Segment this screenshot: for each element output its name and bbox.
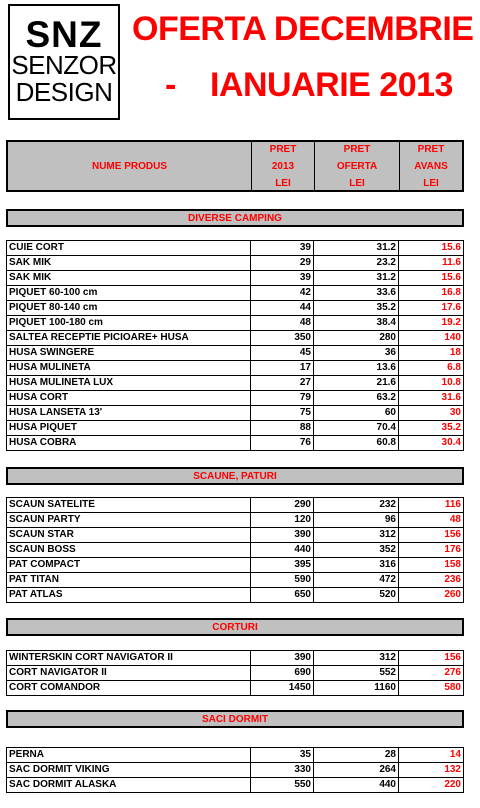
product-name-cell: HUSA MULINETA LUX xyxy=(7,376,251,391)
price-offer-cell: 31.2 xyxy=(314,271,399,286)
section-header-tents: CORTURI xyxy=(6,618,464,636)
price-offer-cell: 21.6 xyxy=(314,376,399,391)
price-2013-cell: 440 xyxy=(251,543,314,558)
section-header-chairs-beds: SCAUNE, PATURI xyxy=(6,467,464,485)
product-row xyxy=(7,406,464,421)
price-advance-cell: 236 xyxy=(399,573,464,588)
price-advance-cell: 19.2 xyxy=(399,316,464,331)
product-row xyxy=(7,543,464,558)
product-row xyxy=(7,573,464,588)
price-offer-cell: 60 xyxy=(314,406,399,421)
price-offer-cell: 13.6 xyxy=(314,361,399,376)
price-2013-cell: 395 xyxy=(251,558,314,573)
product-row xyxy=(7,301,464,316)
product-name-cell: HUSA CORT xyxy=(7,391,251,406)
price-advance-cell: 35.2 xyxy=(399,421,464,436)
price-offer-cell: 264 xyxy=(314,763,399,778)
price-offer-cell: 312 xyxy=(314,528,399,543)
price-offer-cell: 63.2 xyxy=(314,391,399,406)
product-row xyxy=(7,346,464,361)
price-offer-cell: 38.4 xyxy=(314,316,399,331)
product-row xyxy=(7,748,464,763)
price-offer-cell: 1160 xyxy=(314,681,399,696)
price-offer-cell: 60.8 xyxy=(314,436,399,451)
product-row xyxy=(7,528,464,543)
logo-line-2: SENZOR xyxy=(11,50,117,80)
price-offer-cell: 232 xyxy=(314,498,399,513)
price-offer-cell: 28 xyxy=(314,748,399,763)
product-name-cell: SCAUN PARTY xyxy=(7,513,251,528)
product-row xyxy=(7,588,464,603)
product-row xyxy=(7,681,464,696)
price-2013-cell: 75 xyxy=(251,406,314,421)
price-advance-cell: 14 xyxy=(399,748,464,763)
price-2013-cell: 42 xyxy=(251,286,314,301)
price-advance-cell: 30 xyxy=(399,406,464,421)
section-header-sleeping-bags: SACI DORMIT xyxy=(6,710,464,728)
offer-title-line-2: IANUARIE 2013 xyxy=(210,66,453,104)
price-offer-cell: 31.2 xyxy=(314,241,399,256)
product-name-cell: SAC DORMIT ALASKA xyxy=(7,778,251,793)
product-name-cell: HUSA PIQUET xyxy=(7,421,251,436)
price-advance-cell: 10.8 xyxy=(399,376,464,391)
product-name-cell: CORT NAVIGATOR II xyxy=(7,666,251,681)
price-2013-cell: 76 xyxy=(251,436,314,451)
price-2013-cell: 650 xyxy=(251,588,314,603)
price-2013-cell: 1450 xyxy=(251,681,314,696)
section-header-camping: DIVERSE CAMPING xyxy=(6,209,464,227)
senzor-design-logo xyxy=(8,4,120,120)
price-offer-cell: 316 xyxy=(314,558,399,573)
price-2013-cell: 390 xyxy=(251,651,314,666)
product-name-cell: SCAUN BOSS xyxy=(7,543,251,558)
price-2013-cell: 35 xyxy=(251,748,314,763)
column-header-price-advance: PRET AVANS LEI xyxy=(414,143,448,189)
price-2013-cell: 390 xyxy=(251,528,314,543)
product-name-cell: PAT TITAN xyxy=(7,573,251,588)
product-name-cell: SCAUN STAR xyxy=(7,528,251,543)
product-name-cell: HUSA COBRA xyxy=(7,436,251,451)
price-advance-cell: 6.8 xyxy=(399,361,464,376)
price-advance-cell: 30.4 xyxy=(399,436,464,451)
price-advance-cell: 18 xyxy=(399,346,464,361)
price-offer-cell: 520 xyxy=(314,588,399,603)
price-advance-cell: 15.6 xyxy=(399,241,464,256)
product-row xyxy=(7,651,464,666)
product-row xyxy=(7,498,464,513)
price-advance-cell: 140 xyxy=(399,331,464,346)
product-name-cell: PAT COMPACT xyxy=(7,558,251,573)
price-2013-cell: 350 xyxy=(251,331,314,346)
product-name-cell: SAK MIK xyxy=(7,271,251,286)
price-offer-cell: 36 xyxy=(314,346,399,361)
table-tents xyxy=(6,650,464,696)
product-name-cell: PIQUET 100-180 cm xyxy=(7,316,251,331)
price-2013-cell: 17 xyxy=(251,361,314,376)
product-row xyxy=(7,331,464,346)
product-row xyxy=(7,241,464,256)
price-advance-cell: 580 xyxy=(399,681,464,696)
product-row xyxy=(7,316,464,331)
logo-line-1: SNZ xyxy=(25,14,103,55)
column-header-price-offer: PRET OFERTA LEI xyxy=(315,142,400,190)
price-offer-cell: 23.2 xyxy=(314,256,399,271)
price-offer-cell: 35.2 xyxy=(314,301,399,316)
product-name-cell: PAT ATLAS xyxy=(7,588,251,603)
product-name-cell: SCAUN SATELITE xyxy=(7,498,251,513)
price-offer-cell: 70.4 xyxy=(314,421,399,436)
logo-line-3: DESIGN xyxy=(15,77,113,107)
product-name-cell: SAK MIK xyxy=(7,256,251,271)
column-header-price-2013: PRET 2013 LEI xyxy=(252,142,315,190)
product-name-cell: PERNA xyxy=(7,748,251,763)
price-offer-cell: 96 xyxy=(314,513,399,528)
price-offer-cell: 312 xyxy=(314,651,399,666)
price-advance-cell: 276 xyxy=(399,666,464,681)
product-name-cell: PIQUET 80-140 cm xyxy=(7,301,251,316)
price-advance-cell: 116 xyxy=(399,498,464,513)
price-2013-cell: 79 xyxy=(251,391,314,406)
price-advance-cell: 11.6 xyxy=(399,256,464,271)
price-advance-cell: 48 xyxy=(399,513,464,528)
price-advance-cell: 156 xyxy=(399,528,464,543)
price-2013-cell: 590 xyxy=(251,573,314,588)
price-2013-cell: 330 xyxy=(251,763,314,778)
price-advance-cell: 31.6 xyxy=(399,391,464,406)
price-advance-cell: 15.6 xyxy=(399,271,464,286)
product-name-cell: CORT COMANDOR xyxy=(7,681,251,696)
price-offer-cell: 440 xyxy=(314,778,399,793)
price-advance-cell: 158 xyxy=(399,558,464,573)
product-name-cell: HUSA MULINETA xyxy=(7,361,251,376)
price-2013-cell: 39 xyxy=(251,271,314,286)
price-2013-cell: 39 xyxy=(251,241,314,256)
column-header-product-name: NUME PRODUS xyxy=(8,142,252,190)
price-advance-cell: 16.8 xyxy=(399,286,464,301)
price-2013-cell: 88 xyxy=(251,421,314,436)
price-2013-cell: 44 xyxy=(251,301,314,316)
product-name-cell: CUIE CORT xyxy=(7,241,251,256)
product-row xyxy=(7,513,464,528)
price-advance-cell: 260 xyxy=(399,588,464,603)
price-offer-cell: 280 xyxy=(314,331,399,346)
product-row xyxy=(7,271,464,286)
price-offer-cell: 33.6 xyxy=(314,286,399,301)
product-name-cell: HUSA SWINGERE xyxy=(7,346,251,361)
offer-title-dash: - xyxy=(165,66,176,104)
price-2013-cell: 550 xyxy=(251,778,314,793)
price-offer-cell: 472 xyxy=(314,573,399,588)
product-name-cell: WINTERSKIN CORT NAVIGATOR II xyxy=(7,651,251,666)
price-2013-cell: 27 xyxy=(251,376,314,391)
product-name-cell: SAC DORMIT VIKING xyxy=(7,763,251,778)
price-2013-cell: 48 xyxy=(251,316,314,331)
price-2013-cell: 690 xyxy=(251,666,314,681)
price-advance-cell: 156 xyxy=(399,651,464,666)
price-advance-cell: 17.6 xyxy=(399,301,464,316)
product-row xyxy=(7,256,464,271)
product-row xyxy=(7,421,464,436)
product-row xyxy=(7,778,464,793)
product-row xyxy=(7,558,464,573)
product-name-cell: HUSA LANSETA 13' xyxy=(7,406,251,421)
column-header-row xyxy=(6,140,464,192)
price-2013-cell: 29 xyxy=(251,256,314,271)
product-row xyxy=(7,436,464,451)
table-chairs-beds xyxy=(6,497,464,603)
product-row xyxy=(7,391,464,406)
product-row xyxy=(7,286,464,301)
price-advance-cell: 132 xyxy=(399,763,464,778)
table-sleeping-bags xyxy=(6,747,464,793)
price-advance-cell: 220 xyxy=(399,778,464,793)
product-row xyxy=(7,763,464,778)
product-name-cell: SALTEA RECEPTIE PICIOARE+ HUSA xyxy=(7,331,251,346)
product-row xyxy=(7,361,464,376)
product-row xyxy=(7,666,464,681)
price-offer-cell: 552 xyxy=(314,666,399,681)
product-row xyxy=(7,376,464,391)
price-offer-cell: 352 xyxy=(314,543,399,558)
price-advance-cell: 176 xyxy=(399,543,464,558)
price-2013-cell: 290 xyxy=(251,498,314,513)
price-2013-cell: 45 xyxy=(251,346,314,361)
price-2013-cell: 120 xyxy=(251,513,314,528)
offer-title-line-1: OFERTA DECEMBRIE xyxy=(132,10,474,48)
table-camping xyxy=(6,240,464,451)
product-name-cell: PIQUET 60-100 cm xyxy=(7,286,251,301)
